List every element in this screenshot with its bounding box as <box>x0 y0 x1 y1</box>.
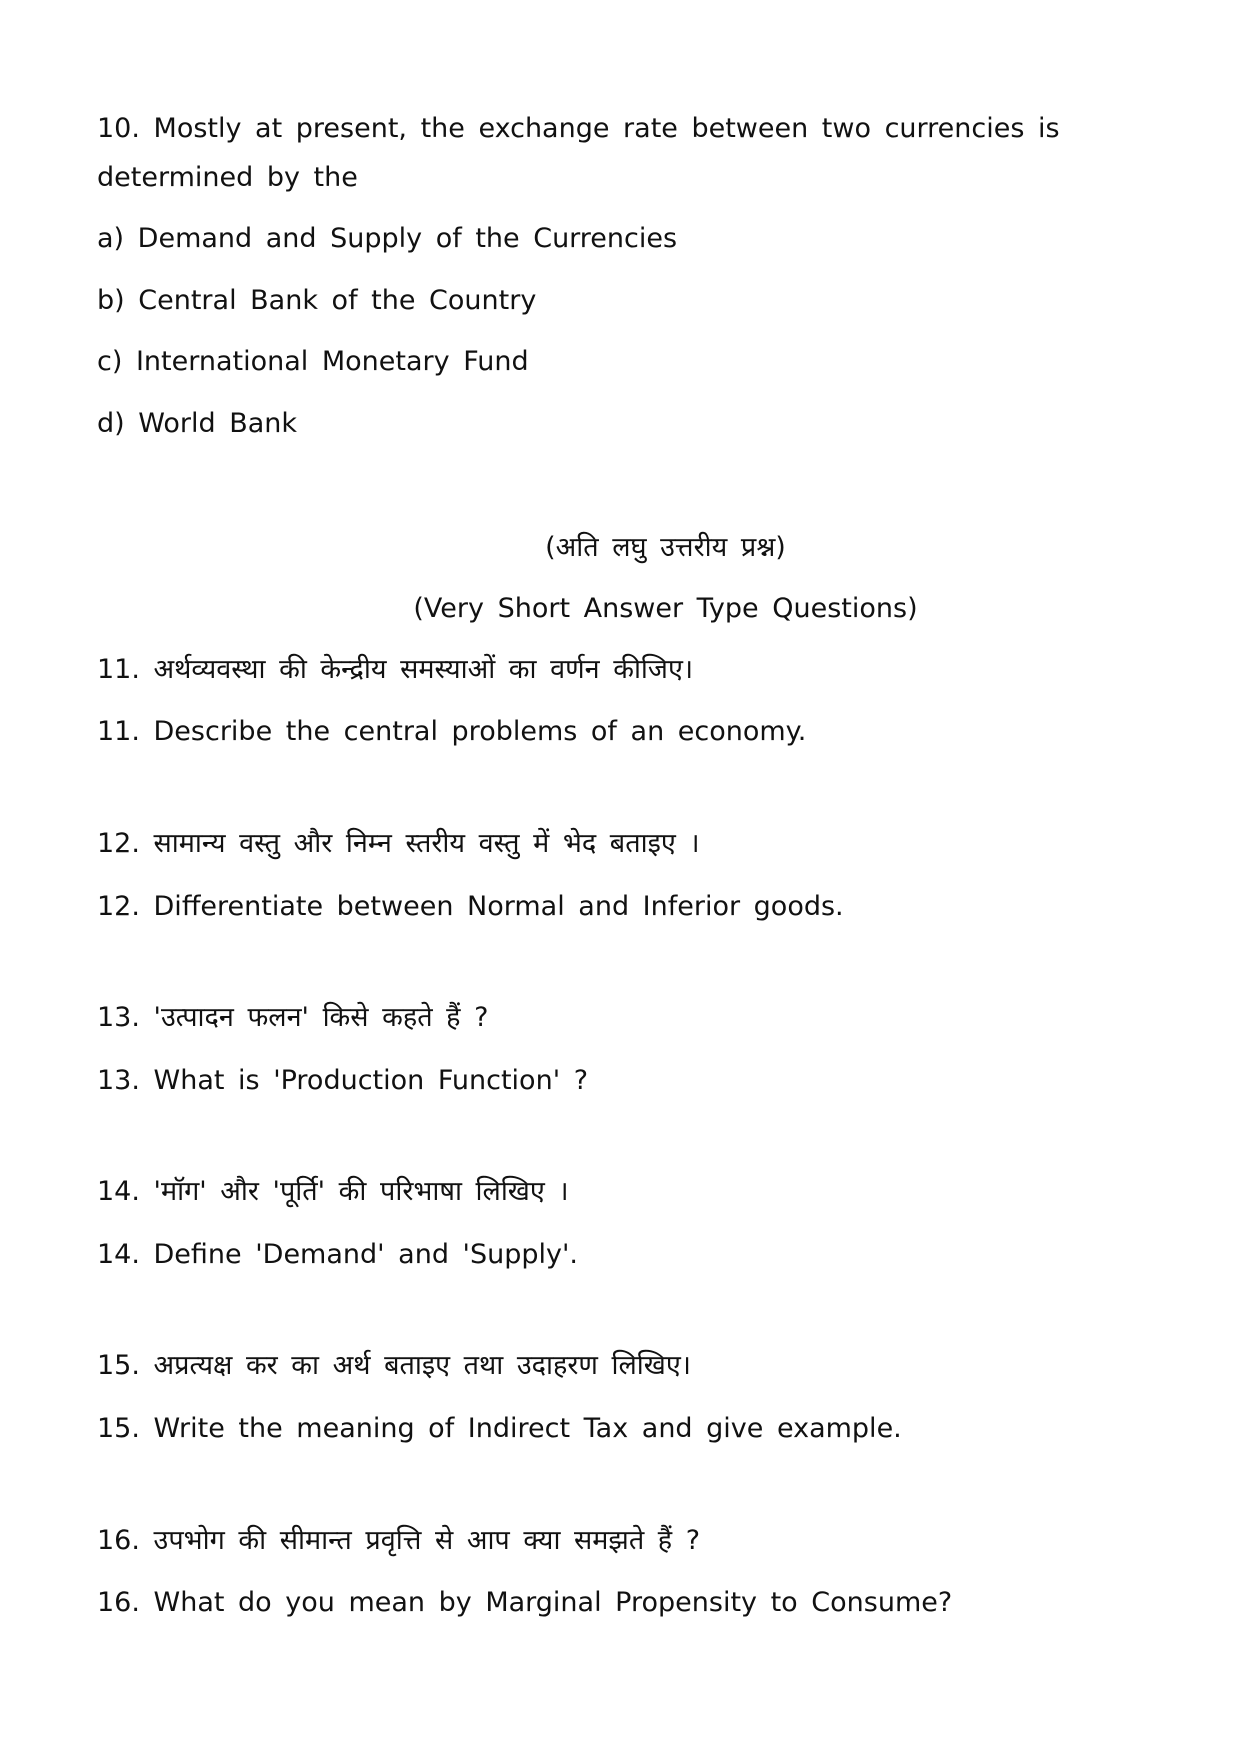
question-15-hindi: 15. अप्रत्यक्ष कर का अर्थ बताइए तथा उदाहरण लिखिए। <box>97 1350 692 1381</box>
section-heading-hindi: (अति लघु उत्तरीय प्रश्न) <box>545 532 786 563</box>
question-10-option-d: d) World Bank <box>97 408 298 439</box>
question-11-hindi: 11. अर्थव्यवस्था की केन्द्रीय समस्याओं का वर्णन कीजिए। <box>97 654 694 685</box>
question-13-english: 13. What is 'Production Function' ? <box>97 1065 589 1096</box>
question-16-hindi: 16. उपभोग की सीमान्त प्रवृत्ति से आप क्या समझते हैं ? <box>97 1525 701 1556</box>
question-10-stem-line2: determined by the <box>97 162 358 193</box>
question-11-english: 11. Describe the central problems of an economy. <box>97 716 807 747</box>
question-12-english: 12. Differentiate between Normal and Inferior goods. <box>97 891 844 922</box>
question-10-stem-line1: 10. Mostly at present, the exchange rate between two currencies is <box>97 113 1060 144</box>
question-14-hindi: 14. 'मॉग' और 'पूर्ति' की परिभाषा लिखिए । <box>97 1176 569 1207</box>
question-10-option-a: a) Demand and Supply of the Currencies <box>97 223 678 254</box>
question-16-english: 16. What do you mean by Marginal Propensity to Consume? <box>97 1587 953 1618</box>
question-15-english: 15. Write the meaning of Indirect Tax and give example. <box>97 1413 902 1444</box>
section-heading-english: (Very Short Answer Type Questions) <box>413 593 918 624</box>
question-10-option-c: c) International Monetary Fund <box>97 346 529 377</box>
question-14-english: 14. Define 'Demand' and 'Supply'. <box>97 1239 578 1270</box>
question-10-option-b: b) Central Bank of the Country <box>97 285 537 316</box>
question-12-hindi: 12. सामान्य वस्तु और निम्न स्तरीय वस्तु में भेद बताइए । <box>97 828 700 859</box>
question-13-hindi: 13. 'उत्पादन फलन' किसे कहते हैं ? <box>97 1002 489 1033</box>
